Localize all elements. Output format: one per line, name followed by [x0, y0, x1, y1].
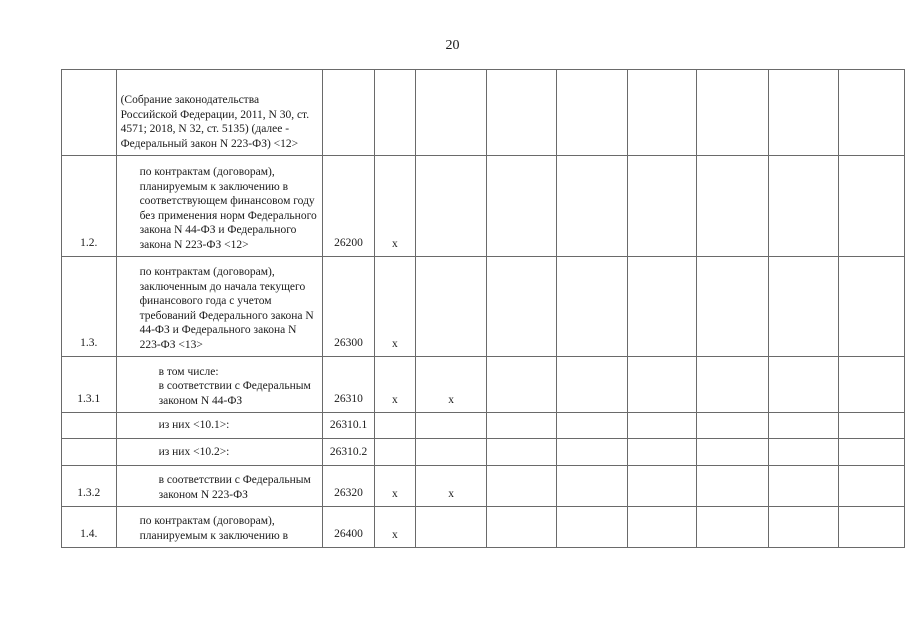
row-number: 1.3.2 [62, 466, 117, 507]
table-row [62, 257, 905, 357]
table-row [62, 413, 905, 439]
table-row [62, 70, 905, 156]
row-mark [374, 70, 415, 156]
table-row [62, 357, 905, 413]
row-mark [416, 413, 487, 439]
row-mark [416, 439, 487, 466]
table-row [62, 439, 905, 466]
row-code [323, 70, 374, 156]
row-code: 26310 [323, 357, 374, 413]
row-text: из них <10.2>: [116, 439, 323, 466]
row-code: 26200 [323, 156, 374, 257]
row-mark [374, 413, 415, 439]
row-code: 26300 [323, 257, 374, 357]
row-mark [416, 70, 487, 156]
document-table [61, 69, 905, 548]
row-mark [416, 156, 487, 257]
table-row [62, 156, 905, 257]
row-code: 26310.1 [323, 413, 374, 439]
row-number [62, 413, 117, 439]
row-number: 1.3.1 [62, 357, 117, 413]
row-mark: x [374, 357, 415, 413]
row-mark [374, 439, 415, 466]
row-text: по контрактам (договорам), заключенным до начала текущего финансового года с учетом требований Федерального закона N 44-ФЗ и Федерального закона N 223-ФЗ <13> [116, 257, 323, 357]
row-code: 26320 [323, 466, 374, 507]
row-mark: x [374, 466, 415, 507]
row-text: по контрактам (договорам), планируемым к заключению в соответствующем финансовом году без применения норм Федерального закона N 44-ФЗ и Федерального закона N 223-ФЗ <12> [116, 156, 323, 257]
row-number: 1.4. [62, 507, 117, 548]
row-number [62, 439, 117, 466]
row-mark [416, 257, 487, 357]
row-mark: x [374, 507, 415, 548]
row-text: из них <10.1>: [116, 413, 323, 439]
table-row [62, 466, 905, 507]
row-mark: x [416, 466, 487, 507]
row-mark: x [416, 357, 487, 413]
row-mark: x [374, 257, 415, 357]
row-number: 1.3. [62, 257, 117, 357]
row-code: 26400 [323, 507, 374, 548]
table-row [62, 507, 905, 548]
row-text: в том числе: в соответствии с Федеральным законом N 44-ФЗ [116, 357, 323, 413]
row-number: 1.2. [62, 156, 117, 257]
row-mark: x [374, 156, 415, 257]
page-number: 20 [445, 38, 460, 53]
row-mark [416, 507, 487, 548]
row-code: 26310.2 [323, 439, 374, 466]
row-number [62, 70, 117, 156]
row-text: по контрактам (договорам), планируемым к заключению в [116, 507, 323, 548]
row-text: (Собрание законодательства Российской Федерации, 2011, N 30, ст. 4571; 2018, N 32, ст. 5135) (далее - Федеральный закон N 223-ФЗ) <12> [116, 70, 323, 156]
row-text: в соответствии с Федеральным законом N 223-ФЗ [116, 466, 323, 507]
